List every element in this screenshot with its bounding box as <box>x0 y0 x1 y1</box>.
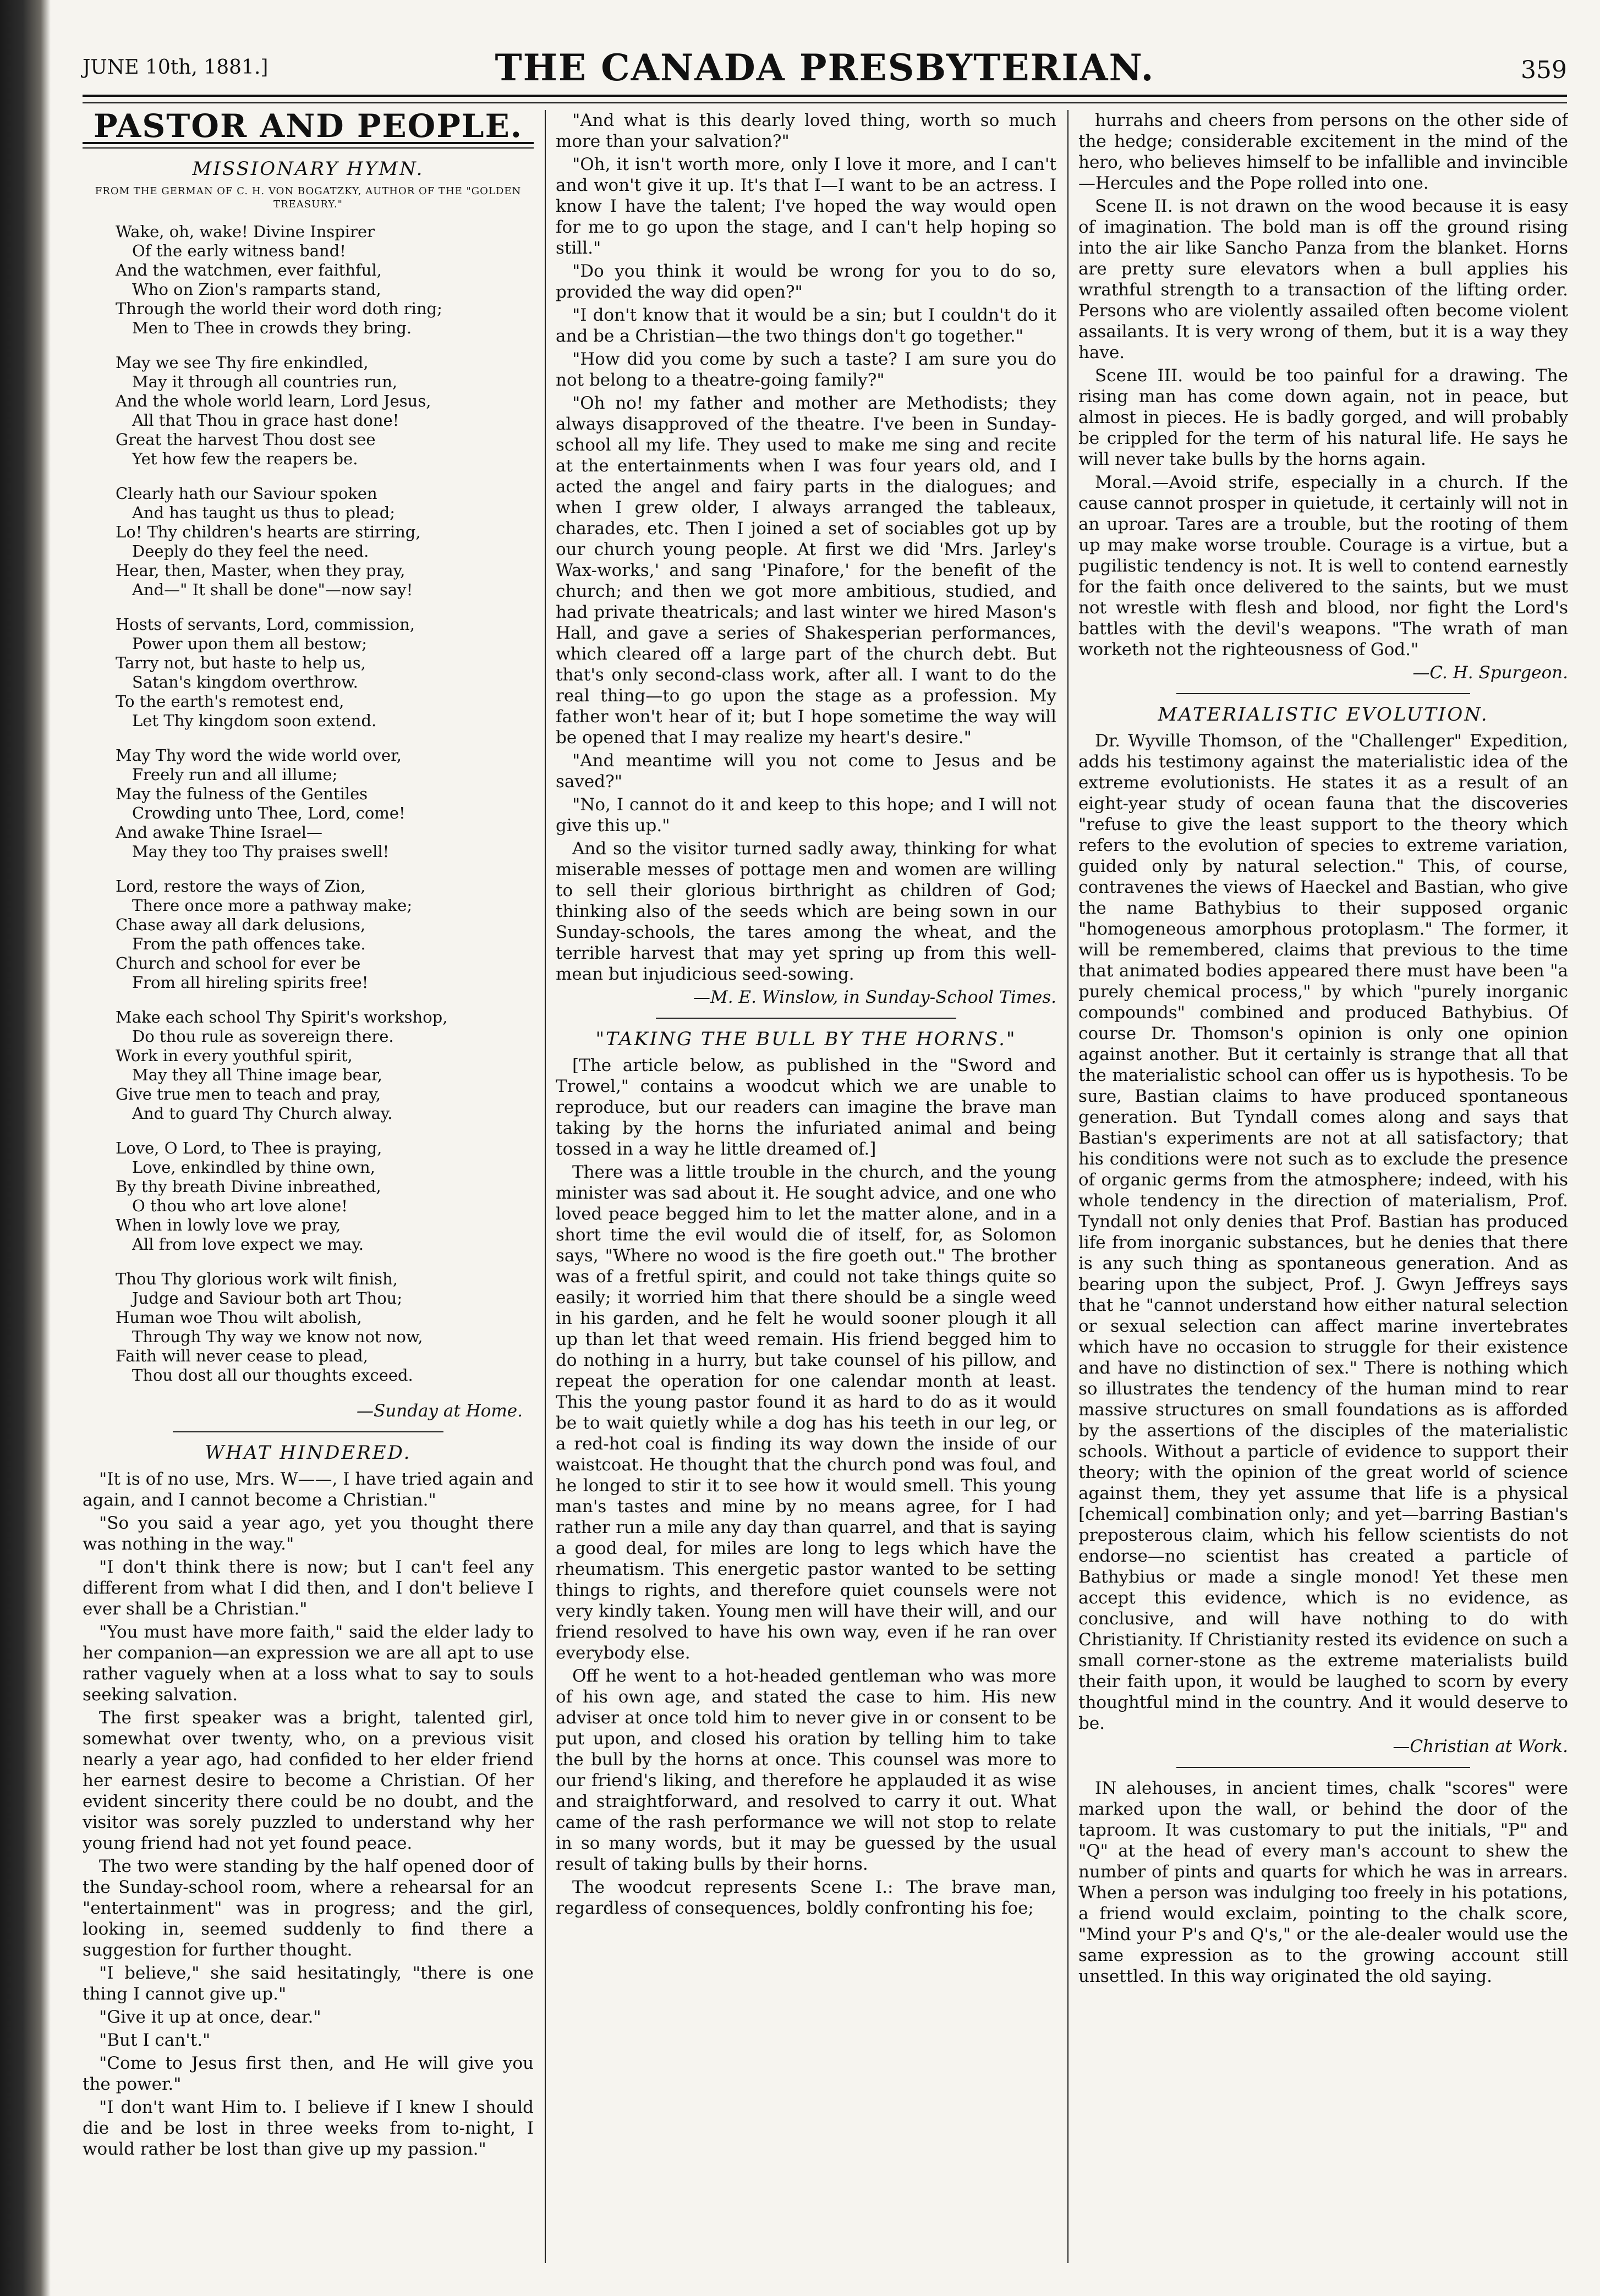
article-separator <box>173 1431 443 1432</box>
hymn-line: Of the early witness band! <box>132 241 346 260</box>
paragraph: Moral.—Avoid strife, especially in a church. If the cause cannot prosper in quietude, it certainly will not in an uproar. Tares are a trouble, but the rooting of them up may make worse trouble. Courage is a virtue, but a pugilistic tendency is not. It is well to contend earnestly for the faith once delivered to the saints, but we must not wrestle with flesh and blood, nor fight the Lord's battles with the devil's weapons. "The wrath of man worketh not the righteousness of God." <box>1078 473 1568 660</box>
hymn-line: Lord, restore the ways of Zion, <box>116 877 366 896</box>
article-separator <box>1176 693 1470 694</box>
masthead <box>83 44 1567 94</box>
article-signature: —C. H. Spurgeon. <box>1412 663 1568 683</box>
paragraph: IN alehouses, in ancient times, chalk "scores" were marked upon the wall, or behind the door of the taproom. It was customary to put the initials, "P" and "Q" at the head of every man's account to shew the number of pints and quarts for which he was in arrears. When a person was indulging too freely in his potations, a friend would exclaim, pointing to the chalk score, "Mind your P's and Q's," or the ale-dealer would use the same expression as to the growing account still unsettled. In this way originated the old saying. <box>1078 1778 1568 1986</box>
hymn-line: And awake Thine Israel— <box>116 823 323 842</box>
hymn-line: Chase away all dark delusions, <box>116 915 366 934</box>
paragraph: Scene III. would be too painful for a drawing. The rising man has come down again, not in peace, but almost in pieces. He is badly gorged, and will probably be crippled for the term of his natural life. He says he will never take bulls by the horns again. <box>1078 366 1568 469</box>
hymn-stanza <box>116 1139 534 1254</box>
section-title: PASTOR AND PEOPLE. <box>93 110 523 145</box>
paragraph: "Do you think it would be wrong for you to do so, provided the way did open?" <box>556 261 1056 302</box>
hymn-line: Clearly hath our Saviour spoken <box>116 484 377 503</box>
paragraph: "Give it up at once, dear." <box>99 2007 321 2027</box>
paragraph: Dr. Wyville Thomson, of the "Challenger" Expedition, adds his testimony against the materialistic idea of the extreme evolutionists. He states it as a result of an eight-year study of ocean fauna that the discoveries "refuse to give the least support to the theory which refers to the evolution of species to extreme variation, guided only by natural selection." This, of course, contravenes the views of Haeckel and Bastian, who give the name Bathybius to their supposed organic "homogeneous amorphous protoplasm." The former, it will be remembered, claims that previous to the time that animated bodies appeared there must have been "a purely chemical process," by which "purely inorganic compounds" combined and produced Bathybius. Of course Dr. Thomson's opinion is only one opinion against another. But it certainly is strange that all that the materialistic school can offer us is hypothesis. To be sure, Bastian claims to have produced spontaneous generation. But Tyndall comes along and says that Bastian's experiments are not at all satisfactory; that his conditions were not such as to exclude the presence of organic germs from the atmosphere; indeed, with his whole tendency in the direction of materialism, Prof. Tyndall not only denies that Prof. Bastian has produced life from inorganic substances, but he denies that there is any such thing as spontaneous generation. And as bearing upon the subject, Prof. J. Gwyn Jeffreys says that he "cannot understand how either natural selection or sexual selection can affect marine invertebrates which have no occasion to struggle for their existence and have no distinction of sex." There is nothing which so illustrates the tendency of the human mind to rear massive structures on small foundations as is afforded by the assertions of the disciples of the materialistic schools. Without a particle of evidence to support their theory; with the opinion of the great world of science against them, they yet assume that life is a physical [chemical] combination only; and yet—barring Bastian's preposterous claim, which his fellow scientists do not endorse—no scientist has created a particle of Bathybius or made a single monod! Yet these men accept this evidence, which is no evidence, as conclusive, and will have nothing to do with Christianity. If Christianity rested its evidence on such a small corner-stone as the extreme materialists build their faith upon, it would be laughed to scorn by every thoughtful mind in the country. And it would deserve to be. <box>1078 731 1568 1733</box>
paragraph: The woodcut represents Scene I.: The brave man, regardless of consequences, boldly confronting his foe; <box>556 1877 1056 1918</box>
hymn-stanza <box>116 222 534 338</box>
note-body <box>1078 1778 1568 1987</box>
hymn-line: And the whole world learn, Lord Jesus, <box>116 392 431 410</box>
paragraph: "No, I cannot do it and keep to this hope; and I will not give this up." <box>556 795 1056 836</box>
hymn-stanza <box>116 615 534 730</box>
paragraph: "Oh no! my father and mother are Methodists; they always disapproved of the theatre. I've been in Sunday-school all my life. They used to make me sing and recite at the entertainments when I was four years old, and I acted the angel and fairy parts in the dialogues; and when I grew older, I always arranged the tableaux, charades, etc. Then I joined a set of sociables got up by our church young people. At first we did 'Mrs. Jarley's Wax-works,' and sang 'Pinafore,' for the benefit of the church; and then we got more ambitious, studied, and had private theatricals; and last winter we hired Mason's Hall, and gave a series of Shakesperian performances, which cleared off a large part of the church debt. But that's only second-class work, after all. I want to do the real thing—to go upon the stage as a profession. My father won't hear of it; but I hope sometime the way will be opened that I may realize my heart's desire." <box>556 393 1056 748</box>
page-binding-edge <box>0 0 51 2296</box>
hymn-line: And the watchmen, ever faithful, <box>116 261 382 279</box>
hymn-line: Hear, then, Master, when they pray, <box>116 561 406 580</box>
hymn-line: Freely run and all illume; <box>132 765 338 784</box>
paragraph: "It is of no use, Mrs. W——, I have tried again and again, and I cannot become a Christian." <box>83 1469 534 1510</box>
page-number: 359 <box>1521 56 1567 84</box>
hymn-stanza <box>116 877 534 992</box>
hymn-line: Deeply do they feel the need. <box>132 542 369 561</box>
hymn-line: May the fulness of the Gentiles <box>116 784 368 803</box>
hymn-line: Satan's kingdom overthrow. <box>132 673 358 691</box>
article-separator <box>656 1018 956 1019</box>
hymn-line: Wake, oh, wake! Divine Inspirer <box>116 222 375 241</box>
hymn-line: Make each school Thy Spirit's workshop, <box>116 1008 448 1026</box>
paragraph: "But I can't." <box>99 2030 211 2050</box>
article-heading: WHAT HINDERED. <box>205 1442 412 1464</box>
hymn-stanza <box>116 1008 534 1123</box>
hymn-line: There once more a pathway make; <box>132 896 413 915</box>
paragraph: "So you said a year ago, yet you thought there was nothing in the way." <box>83 1513 534 1554</box>
hymn-line: Thou dost all our thoughts exceed. <box>132 1366 413 1385</box>
paragraph: "And what is this dearly loved thing, worth so much more than your salvation?" <box>556 111 1056 151</box>
hymn-line: Give true men to teach and pray, <box>116 1085 381 1103</box>
article-continuation <box>1078 110 1568 660</box>
paragraph: Scene II. is not drawn on the wood because it is easy of imagination. The bold man is off the ground rising into the air like Sancho Panza from the blanket. Horns are pretty sure elevators when a bull applies his wrathful strength to a transaction of the lifting order. Persons who are violently assailed often become violent assailants. It is very wrong of them, but it is a way they have. <box>1078 196 1568 362</box>
hymn-line: And—" It shall be done"—now say! <box>132 580 413 599</box>
hymn-stanzas <box>83 222 534 1385</box>
hymn-heading: MISSIONARY HYMN. <box>192 158 424 180</box>
article-separator <box>1176 1767 1470 1768</box>
hymn-line: Church and school for ever be <box>116 954 361 973</box>
masthead-rule <box>83 95 1567 103</box>
hymn-line: May Thy word the wide world over, <box>116 746 402 765</box>
hymn-line: O thou who art love alone! <box>132 1196 348 1215</box>
article-body <box>1078 730 1568 1734</box>
hymn-attribution: FROM THE GERMAN OF C. H. VON BOGATZKY, AUTHOR OF THE "GOLDEN TREASURY." <box>95 185 522 210</box>
hymn-source: —Sunday at Home. <box>357 1401 523 1421</box>
hymn-line: Do thou rule as sovereign there. <box>132 1027 394 1046</box>
hymn-line: Human woe Thou wilt abolish, <box>116 1308 362 1327</box>
hymn-line: Hosts of servants, Lord, commission, <box>116 615 415 634</box>
hymn-line: May they too Thy praises swell! <box>132 842 390 861</box>
column-divider <box>545 110 546 2263</box>
hymn-line: Thou Thy glorious work wilt finish, <box>116 1270 398 1288</box>
column-2 <box>556 110 1056 2263</box>
hymn-line: All from love expect we may. <box>132 1235 364 1254</box>
hymn-line: When in lowly love we pray, <box>116 1216 341 1234</box>
hymn-line: Yet how few the reapers be. <box>132 449 358 468</box>
hymn-line: All that Thou in grace hast done! <box>132 411 399 430</box>
article-body <box>83 1469 534 2160</box>
hymn-stanza <box>116 746 534 861</box>
article-signature: —M. E. Winslow, in Sunday-School Times. <box>693 987 1056 1007</box>
hymn-line: Through Thy way we know not now, <box>132 1327 423 1346</box>
article-body <box>556 1055 1056 1919</box>
hymn-line: By thy breath Divine inbreathed, <box>116 1177 381 1196</box>
hymn-line: May they all Thine image bear, <box>132 1065 383 1084</box>
hymn-line: May it through all countries run, <box>132 372 398 391</box>
hymn-stanza <box>116 484 534 600</box>
hymn-line: Who on Zion's ramparts stand, <box>132 280 381 299</box>
paragraph: hurrahs and cheers from persons on the other side of the hedge; considerable excitement in the mind of the hero, who believes himself to be infallible and invincible—Hercules and the Pope rolled into one. <box>1078 111 1568 193</box>
column-divider <box>1067 110 1069 2263</box>
hymn-line: Work in every youthful spirit, <box>116 1046 353 1065</box>
article-heading: "TAKING THE BULL BY THE HORNS." <box>595 1028 1017 1050</box>
hymn-line: Crowding unto Thee, Lord, come! <box>132 804 406 822</box>
paragraph: [The article below, as published in the "Sword and Trowel," contains a woodcut which we are unable to reproduce, but our readers can imagine the brave man taking by the horns the infuriated animal and being tossed in a way he little dreamed of.] <box>556 1056 1056 1159</box>
paragraph: "I believe," she said hesitatingly, "there is one thing I cannot give up." <box>83 1963 534 2004</box>
paragraph: The two were standing by the half opened door of the Sunday-school room, where a rehearsal for an "entertainment" was in progress; and the girl, looking in, seemed suddenly to find there a suggestion for further thought. <box>83 1856 534 1960</box>
hymn-line: Tarry not, but haste to help us, <box>116 653 366 672</box>
hymn-line: Faith will never cease to plead, <box>116 1347 368 1365</box>
hymn-line: From all hireling spirits free! <box>132 973 369 992</box>
paragraph: And so the visitor turned sadly away, thinking for what miserable messes of pottage men and women are willing to sell their glorious birthright as children of God; thinking also of the seeds which are being sown in our Sunday-schools, the tares among the wheat, and the terrible harvest that may yet spring up from this well-mean but injudicious seed-sowing. <box>556 839 1056 984</box>
hymn-line: Love, O Lord, to Thee is praying, <box>116 1139 382 1157</box>
paragraph: "How did you come by such a taste? I am sure you do not belong to a theatre-going family?" <box>556 349 1056 390</box>
hymn-line: Power upon them all bestow; <box>132 634 368 653</box>
hymn-line: Love, enkindled by thine own, <box>132 1158 375 1177</box>
paragraph: Off he went to a hot-headed gentleman who was more of his own age, and stated the case to him. His new adviser at once told him to never give in or consent to be put upon, and closed his oration by telling him to take the bull by the horns at once. This counsel was more to our friend's liking, and therefore he applauded it as wise and straightforward, and resolved to carry it out. What came of the rash performance we will not stop to relate in so many words, but it may be guessed by the usual result of taking bulls by their horns. <box>556 1666 1056 1874</box>
hymn-line: From the path offences take. <box>132 935 366 953</box>
column-1 <box>83 110 534 2263</box>
hymn-line: Great the harvest Thou dost see <box>116 430 376 449</box>
hymn-line: Through the world their word doth ring; <box>116 299 442 318</box>
hymn-line: Judge and Saviour both art Thou; <box>132 1289 403 1308</box>
hymn-line: And to guard Thy Church alway. <box>132 1104 393 1123</box>
hymn-stanza <box>116 353 534 469</box>
article-continuation <box>556 110 1056 985</box>
hymn-line: And has taught us thus to plead; <box>132 503 396 522</box>
paragraph: "I don't want Him to. I believe if I knew I should die and be lost in three weeks from to-night, I would rather be lost than give up my passion." <box>83 2097 534 2159</box>
paragraph: "You must have more faith," said the elder lady to her companion—an expression we are all apt to use rather vaguely when at a loss what to say to souls seeking salvation. <box>83 1622 534 1705</box>
paragraph: There was a little trouble in the church, and the young minister was sad about it. He sought advice, and one who loved peace begged him to let the matter alone, and in a short time the evil would die of itself, for, as Solomon says, "Where no wood is the fire goeth out." The brother was of a fretful spirit, and could not take things quite so easily; it worried him that there should be a single weed in his garden, and he felt he would sooner plough it all up than let that weed remain. His friend begged him to do nothing in a hurry, but take counsel of his pillow, and repeat the operation for one calendar month at least. This the young pastor found it as hard to do as it would be to wait quietly while a dog has his teeth in our leg, or a red-hot coal is finding its way down the inside of our waistcoat. He thought that the church pond was foul, and he longed to stir it to see how it would smell. This young man's tastes and mine by no means agree, for I had rather run a mile any day than quarrel, and that is saying a good deal, for miles are long to legs which have the rheumatism. This energetic pastor wanted to be setting things to rights, and therefore quiet counsels were not very kindly taken. Young men will have their will, and our friend resolved to have his own way, even if he ran over everybody else. <box>556 1162 1056 1663</box>
hymn-line: To the earth's remotest end, <box>116 692 344 711</box>
article-signature: —Christian at Work. <box>1393 1737 1568 1756</box>
paragraph: "Oh, it isn't worth more, only I love it more, and I can't and won't give it up. It's that I—I want to be an actress. I know I have the talent; I've hoped the way would open for me to go upon the stage, and I can't help hoping so still." <box>556 155 1056 258</box>
issue-date: JUNE 10th, 1881.] <box>83 56 269 79</box>
paragraph: "I don't think there is now; but I can't feel any different from what I did then, and I don't believe I ever shall be a Christian." <box>83 1557 534 1619</box>
paragraph: "Come to Jesus first then, and He will give you the power." <box>83 2053 534 2094</box>
hymn-line: May we see Thy fire enkindled, <box>116 353 369 372</box>
paragraph: "And meantime will you not come to Jesus and be saved?" <box>556 751 1056 792</box>
paragraph: The first speaker was a bright, talented girl, somewhat over twenty, who, on a previous visit nearly a year ago, had confided to her elder friend her earnest desire to become a Christian. Of her evident sincerity there could be no doubt, and the visitor was sorely puzzled to understand why her young friend had not yet found peace. <box>83 1708 534 1853</box>
column-3 <box>1078 110 1568 2263</box>
hymn-stanza <box>116 1270 534 1385</box>
hymn-line: Men to Thee in crowds they bring. <box>132 318 412 337</box>
hymn-line: Lo! Thy children's hearts are stirring, <box>116 523 421 541</box>
paragraph: "I don't know that it would be a sin; but I couldn't do it and be a Christian—the two things don't go together." <box>556 305 1056 346</box>
hymn-line: Let Thy kingdom soon extend. <box>132 711 377 730</box>
article-heading: MATERIALISTIC EVOLUTION. <box>1158 704 1489 726</box>
newspaper-title: THE CANADA PRESBYTERIAN. <box>495 46 1155 89</box>
